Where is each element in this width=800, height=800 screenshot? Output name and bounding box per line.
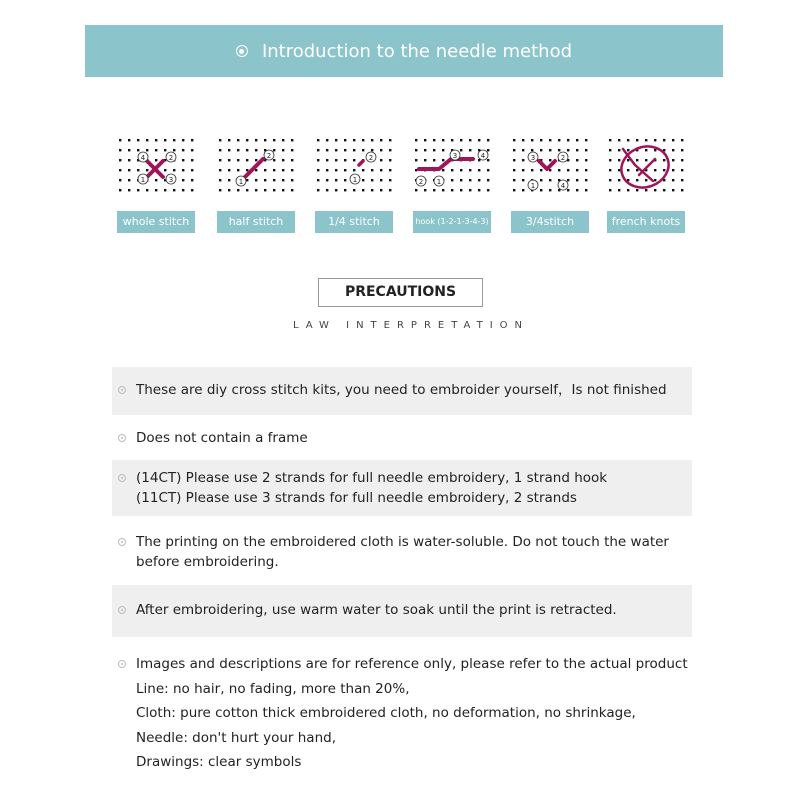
note-line: After embroidering, use warm water to soak until the print is retracted. [136,602,617,618]
note-line: Does not contain a frame [136,430,308,446]
svg-text:1: 1 [238,178,244,186]
three-quarter-stitch-diagram-icon [509,135,591,197]
note-line: Drawings: clear symbols [136,754,302,770]
note-item [112,652,692,776]
svg-text:3: 3 [168,176,174,184]
half-stitch-diagram-icon [215,135,297,197]
note-line: Cloth: pure cotton thick embroidered cloth, no deformation, no shrinkage, [136,705,636,721]
note-item [112,367,692,415]
svg-text:2: 2 [168,154,174,162]
note-item [112,428,692,452]
stitch-label: french knots [607,211,685,233]
french-knot-diagram-icon [605,135,687,197]
svg-text:1: 1 [140,176,146,184]
stitch-card-half [215,135,297,233]
note-line: Line: no hair, no fading, more than 20%, [136,680,410,697]
note-item [112,585,692,637]
stitch-label: whole stitch [117,211,195,233]
svg-text:4: 4 [560,182,566,190]
svg-text:1: 1 [530,182,536,190]
circle-bullet-icon [118,386,126,394]
note-line: Images and descriptions are for reference only, please refer to the actual product [136,656,688,672]
svg-text:2: 2 [560,154,566,162]
banner-title: Introduction to the needle method [261,40,573,62]
svg-text:1: 1 [436,178,442,186]
note-line: These are diy cross stitch kits, you need to embroider yourself，Is not finished [136,382,667,398]
circle-bullet-icon [118,538,126,546]
svg-text:3: 3 [530,154,536,162]
note-line: (11CT) Please use 3 strands for full needle embroidery, 2 strands [136,490,577,506]
circle-bullet-icon [118,434,126,442]
stitch-label: 1/4 stitch [315,211,393,233]
stitch-label: half stitch [217,211,295,233]
stitch-label: 3/4stitch [511,211,589,233]
svg-text:4: 4 [140,154,146,162]
precautions-subtitle: LAW INTERPRETATION [292,320,530,331]
circle-bullet-icon [118,606,126,614]
svg-text:2: 2 [368,154,374,162]
stitch-card-french-knots [605,135,687,233]
section-banner [85,25,723,77]
svg-text:4: 4 [480,152,486,160]
note-line: (14CT) Please use 2 strands for full needle embroidery, 1 strand hook [136,470,608,486]
quarter-stitch-diagram-icon [313,135,395,197]
svg-text:2: 2 [266,152,272,160]
hook-stitch-diagram-icon [411,135,493,197]
note-line: Needle: don't hurt your hand, [136,729,336,746]
svg-text:2: 2 [418,178,424,186]
circle-bullet-icon [118,660,126,668]
whole-stitch-diagram-icon [115,135,197,197]
note-line: The printing on the embroidered cloth is water-soluble. Do not touch the water [136,534,669,550]
circle-bullet-icon [236,45,248,57]
svg-text:3: 3 [452,152,458,160]
precautions-title: PRECAUTIONS [318,278,483,307]
note-item [112,460,692,516]
stitch-card-hook [411,135,493,233]
stitch-card-quarter [313,135,395,233]
stitch-label: hook (1-2-1-3-4-3) [413,211,491,233]
circle-bullet-icon [118,474,126,482]
note-line: before embroidering. [136,554,279,570]
stitch-card-whole [115,135,197,233]
note-item [112,532,692,576]
svg-text:1: 1 [352,176,358,184]
stitch-card-three-quarter [509,135,591,233]
